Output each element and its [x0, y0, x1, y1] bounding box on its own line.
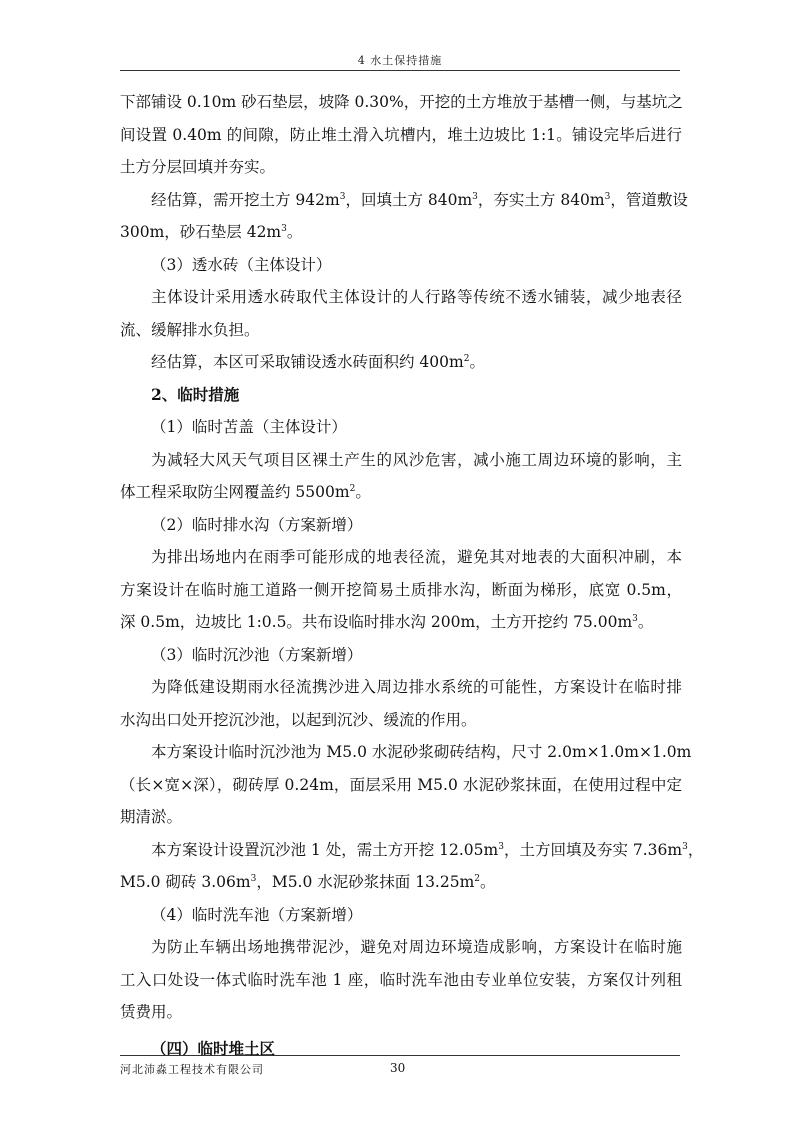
- paragraph-line: 间设置 0.40m 的间隙，防止堆土滑入坑槽内，堆土边坡比 1:1。铺设完毕后进行: [120, 125, 682, 144]
- paragraph-line: 流、缓解排水负担。: [120, 320, 260, 339]
- subsection-heading: （2）临时排水沟（方案新增）: [151, 515, 363, 534]
- paragraph-line: 赁费用。: [120, 1003, 183, 1021]
- paragraph-line: 工入口处设一体式临时洗车池 1 座，临时洗车池由专业单位安装，方案仅计列租: [120, 970, 682, 989]
- paragraph-line: 深 0.5m，边坡比 1:0.5。共布设临时排水沟 200m，土方开挖约 $75.00m^3$。: [120, 613, 654, 631]
- paragraph-line: 300m，砂石垫层 $42m^3$。: [120, 223, 303, 241]
- paragraph-line: 经估算，本区可采取铺设透水砖面积约 $400m^2$。: [151, 353, 485, 371]
- page-number: 30: [390, 1061, 406, 1075]
- paragraph-line: 水沟出口处开挖沉沙池，以起到沉沙、缓流的作用。: [120, 710, 477, 729]
- paragraph-line: 经估算，需开挖土方 $942m^3$，回填土方 $840m^3$，夯实土方 $840m^3$，管道敷设: [151, 190, 688, 209]
- subsection-heading: （3）透水砖（主体设计）: [151, 255, 332, 274]
- footer-rule: [120, 1055, 680, 1056]
- paragraph-line: 方案设计在临时施工道路一侧开挖简易土质排水沟，断面为梯形，底宽 0.5m，: [120, 580, 682, 599]
- paragraph-line: 主体设计采用透水砖取代主体设计的人行路等传统不透水铺装，减少地表径: [151, 288, 682, 306]
- paragraph-line: 为排出场地内在雨季可能形成的地表径流，避免其对地表的大面积冲刷，本: [151, 548, 682, 566]
- paragraph-line: （长×宽×深），砌砖厚 0.24m，面层采用 M5.0 水泥砂浆抹面，在使用过程中定: [120, 775, 682, 794]
- paragraph-line: 土方分层回填并夯实。: [120, 158, 276, 176]
- subsection-heading: （4）临时洗车池（方案新增）: [151, 905, 363, 924]
- paragraph-line: 为防止车辆出场地携带泥沙，避免对周边环境造成影响，方案设计在临时施: [151, 938, 682, 956]
- subsection-heading: （1）临时苫盖（主体设计）: [151, 418, 347, 436]
- paragraph-line: 本方案设计设置沉沙池 1 处，需土方开挖 $12.05m^3$，土方回填及夯实 $7.36m^3$，: [151, 840, 704, 859]
- section-heading: （四）临时堆土区: [151, 1038, 276, 1058]
- paragraph-line: 下部铺设 0.10m 砂石垫层，坡降 0.30%，开挖的土方堆放于基槽一侧，与基坑之: [120, 93, 683, 111]
- paragraph-line: 期清淤。: [120, 808, 183, 826]
- paragraph-line: 本方案设计临时沉沙池为 M5.0 水泥砂浆砌砖结构，尺寸 2.0m×1.0m×1.0m: [151, 743, 692, 761]
- subsection-heading: （3）临时沉沙池（方案新增）: [151, 645, 363, 664]
- paragraph-line: 为减轻大风天气项目区裸土产生的风沙危害，减小施工周边环境的影响，主: [151, 450, 682, 469]
- header-rule: [120, 70, 680, 71]
- document-body: [120, 86, 704, 1065]
- paragraph-line: 体工程采取防尘网覆盖约 $5500m^2$。: [120, 483, 371, 501]
- section-heading: 2、临时措施: [151, 384, 240, 404]
- paragraph-line: 为降低建设期雨水径流携沙进入周边排水系统的可能性，方案设计在临时排: [151, 678, 682, 696]
- footer-company: 河北沛淼工程技术有限公司: [120, 1063, 264, 1076]
- paragraph-line: M5.0 砌砖 $3.06m^3$，M5.0 水泥砂浆抹面 $13.25m^2$。: [120, 873, 496, 891]
- running-header: 4 水土保持措施: [357, 54, 443, 67]
